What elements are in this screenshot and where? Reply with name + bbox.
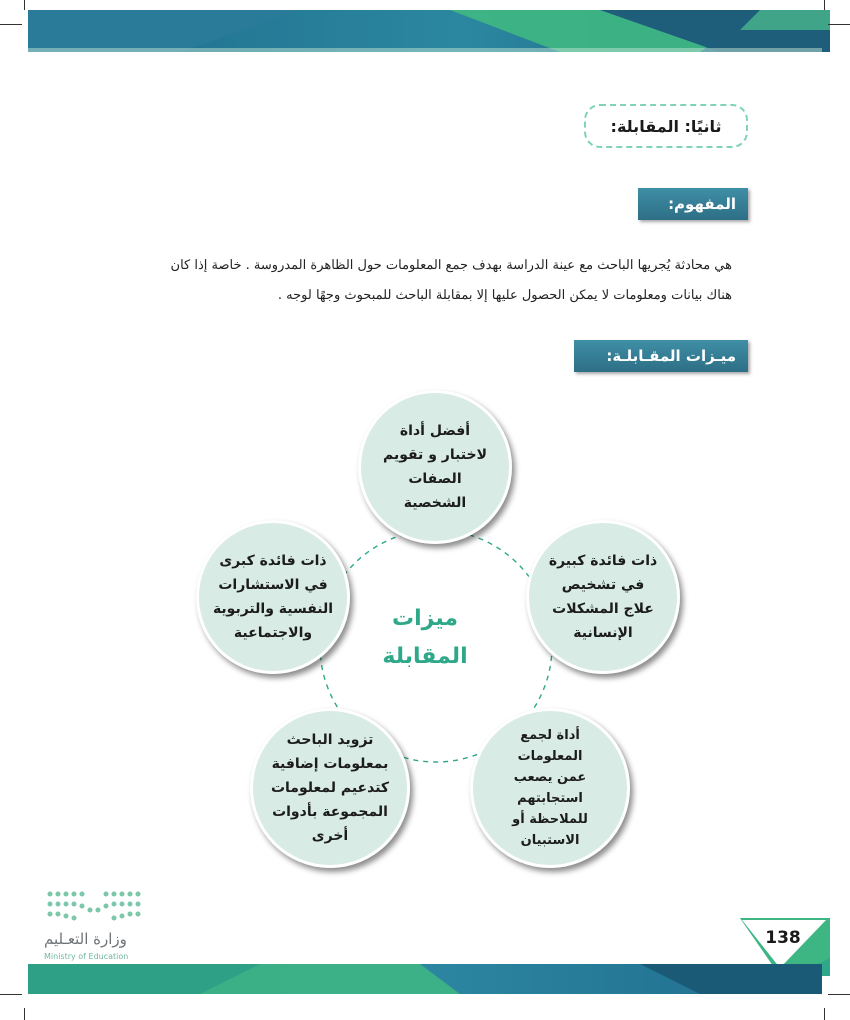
ministry-name-arabic: وزارة التعـليم [44, 930, 127, 948]
features-label: ميـزات المقـابلـة: [606, 347, 736, 365]
bottom-banner-graphic [0, 964, 850, 1000]
page-number: 138 [765, 928, 801, 948]
concept-label: المفهوم: [668, 195, 736, 213]
definition-line-2: هناك بيانات ومعلومات لا يمكن الحصول عليها إلا بمقابلة الباحث للمبحوث وجهًا لوجه . [277, 288, 732, 303]
bottom-banner [0, 964, 850, 1000]
section-title: ثانيًا: المقابلة: [610, 116, 722, 136]
feature-circle-left: ذات فائدة كبرى في الاستشارات النفسية والتربوية والاجتماعية [196, 520, 350, 674]
diagram-center-title: ميزات المقابلة [382, 606, 468, 669]
ministry-logo-icon [44, 888, 148, 928]
definition-line-1: هي محادثة يُجريها الباحث مع عينة الدراسة بهدف جمع المعلومات حول الظاهرة المدروسة . خاصة إذا كان [170, 258, 732, 273]
feature-circle-top: أفضل أداة لاختبار و تقويم الصفات الشخصية [358, 390, 512, 544]
feature-circle-bottom-right: أداة لجمع المعلومات عمن يصعب استجابتهم للملاحظة أو الاستبيان [470, 708, 630, 868]
feature-circle-bottom-left: تزويد الباحث بمعلومات إضافية كتدعيم لمعلومات المجموعة بأدوات أخرى [250, 708, 410, 868]
feature-circle-right: ذات فائدة كبيرة في تشخيص علاج المشكلات الإنسانية [526, 520, 680, 674]
ministry-name-english: Ministry of Education [44, 952, 129, 961]
